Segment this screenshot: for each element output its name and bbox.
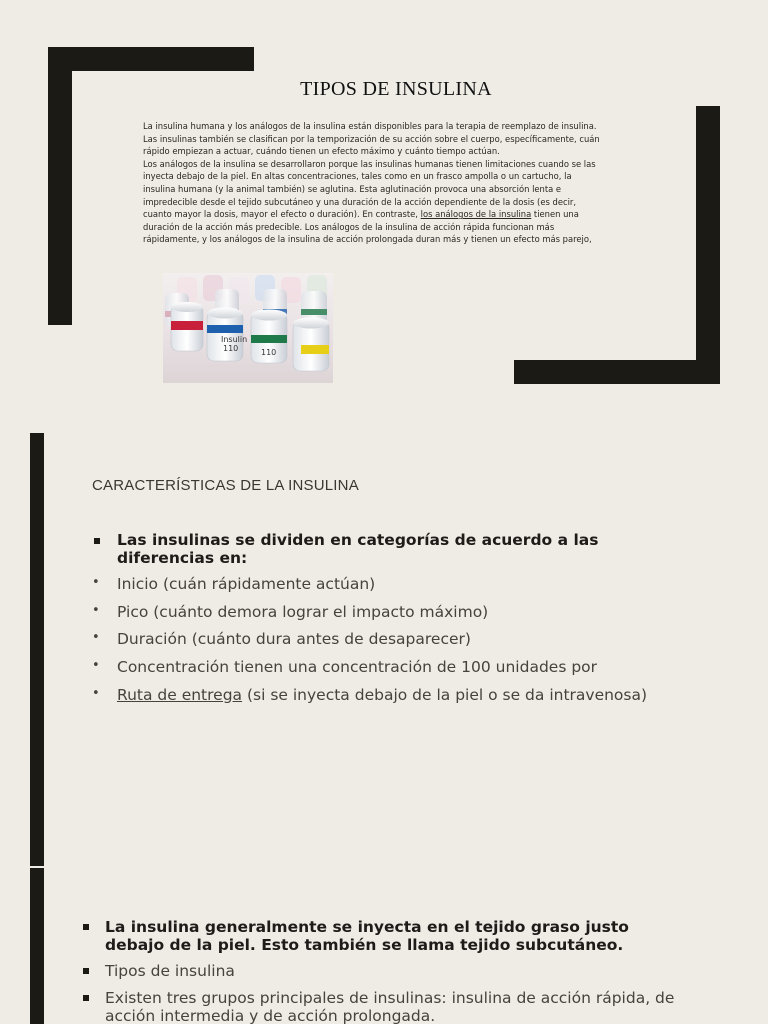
frame-bar-bottom-right-horizontal bbox=[514, 360, 720, 384]
lead-text: Las insulinas se dividen en categorías de acuerdo a las diferencias en: bbox=[117, 531, 599, 567]
list-item-text: Inicio (cuán rápidamente actúan) bbox=[117, 575, 376, 593]
paragraph-line-text: tienen una bbox=[531, 209, 579, 220]
list-item bbox=[80, 918, 680, 954]
list-item bbox=[92, 575, 647, 603]
paragraph-line: Las insulinas también se clasifican por la temporización de su acción sobre el cuerpo, específicamente, cuán bbox=[143, 133, 600, 144]
square-bullet-icon bbox=[83, 924, 89, 930]
list-item-text: Tipos de insulina bbox=[105, 962, 235, 980]
bullet-dot-icon: • bbox=[92, 630, 100, 646]
left-accent-bar bbox=[30, 433, 44, 866]
paragraph-line: insulina humana (y la animal también) se aglutina. Esta aglutinación provoca una absorción lenta e bbox=[143, 183, 562, 194]
paragraph-line: impredecible desde el tejido subcutáneo y una duración de la acción dependiente de la dosis (es decir, bbox=[143, 196, 577, 207]
ruta-de-entrega-link[interactable]: Ruta de entrega bbox=[117, 685, 243, 704]
vial-label-number: 110 bbox=[261, 348, 277, 357]
slide-title: TIPOS DE INSULINA bbox=[300, 78, 492, 100]
list-item bbox=[80, 989, 680, 1024]
insulin-vials-illustration bbox=[163, 273, 333, 383]
list-item-text: Concentración tienen una concentración de 100 unidades por bbox=[117, 658, 598, 677]
section-title: CARACTERÍSTICAS DE LA INSULINA bbox=[92, 477, 359, 494]
analogos-link[interactable]: los análogos de la insulina bbox=[420, 209, 532, 220]
paragraph-line: rápidamente, y los análogos de la insulina de acción prolongada duran más y tienen un efecto más parejo, bbox=[143, 234, 592, 245]
list-item bbox=[80, 962, 680, 980]
list-item bbox=[92, 603, 647, 631]
bullet-dot-icon: • bbox=[92, 658, 100, 674]
paragraph-line: inyecta debajo de la piel. En altas concentraciones, tales como en un frasco ampolla o un cartucho, la bbox=[143, 171, 572, 182]
list-item-text: Existen tres grupos principales de insulinas: insulina de acción rápida, de acción intermedia y de acción prolongada. bbox=[105, 989, 675, 1024]
square-bullet-icon bbox=[83, 995, 89, 1001]
list-item-text: La insulina generalmente se inyecta en el tejido graso justo debajo de la piel. Esto también se llama tejido subcutáneo. bbox=[105, 918, 629, 954]
list-item bbox=[92, 630, 647, 658]
list-item bbox=[92, 658, 647, 686]
body-paragraph bbox=[143, 120, 657, 246]
slide-caracteristicas bbox=[0, 430, 768, 866]
slide-tejido-subcutaneo bbox=[0, 866, 768, 1024]
bullet-dot-icon: • bbox=[92, 575, 100, 590]
bullet-dot-icon: • bbox=[92, 602, 100, 618]
vial-label: Insulin bbox=[221, 335, 248, 344]
list-item-text: Pico (cuánto demora lograr el impacto máximo) bbox=[117, 602, 489, 621]
paragraph-line: duración de la acción más predecible. Los análogos de la insulina de acción rápida funcionan más bbox=[143, 221, 555, 232]
left-accent-bar bbox=[30, 868, 44, 1024]
square-bullet-icon bbox=[83, 968, 89, 974]
subcutaneous-list bbox=[80, 918, 680, 1024]
frame-bar-right-vertical bbox=[696, 106, 720, 384]
bullet-dot-icon: • bbox=[92, 685, 100, 701]
list-item-text: (si se inyecta debajo de la piel o se da intravenosa) bbox=[242, 685, 648, 704]
slide-tipos-de-insulina bbox=[0, 0, 768, 430]
characteristics-list bbox=[92, 575, 647, 713]
list-item-text: Duración (cuánto dura antes de desaparecer) bbox=[117, 630, 471, 649]
paragraph-line-text: cuanto mayor la dosis, mayor el efecto o duración). En contraste, bbox=[143, 209, 418, 220]
frame-bar-top-left-horizontal bbox=[48, 47, 254, 71]
square-bullet-icon bbox=[94, 538, 100, 544]
insulin-vials-photo bbox=[163, 273, 333, 383]
vial-label-number: 110 bbox=[223, 344, 239, 353]
list-item bbox=[92, 686, 647, 714]
paragraph-line-with-link bbox=[143, 208, 657, 221]
paragraph-line: Los análogos de la insulina se desarrollaron porque las insulinas humanas tienen limitaciones cuando se las bbox=[143, 158, 596, 169]
paragraph-line: rápido empiezan a actuar, cuándo tienen un efecto máximo y cuánto tiempo actúan. bbox=[143, 146, 500, 157]
paragraph-line: La insulina humana y los análogos de la insulina están disponibles para la terapia de reemplazo de insulina. bbox=[143, 121, 597, 131]
lead-bullet bbox=[92, 531, 652, 567]
